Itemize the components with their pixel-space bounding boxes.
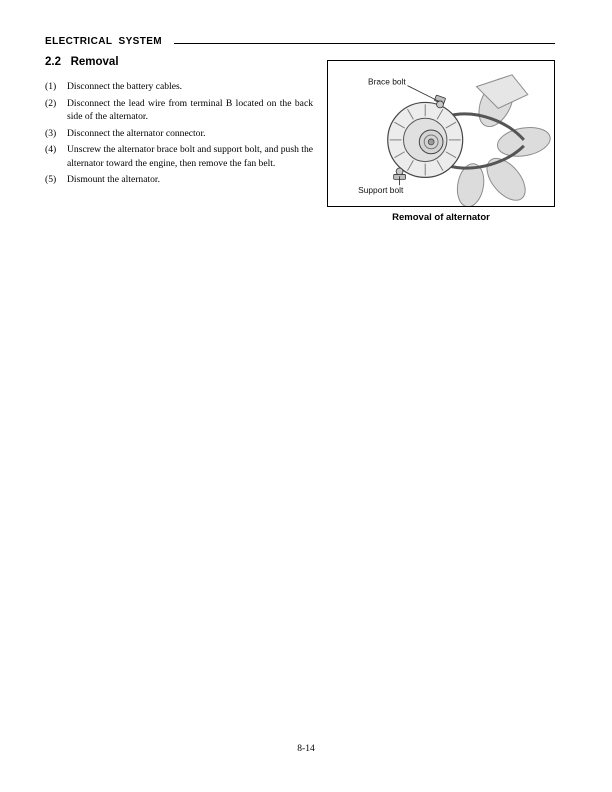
header-rule	[174, 43, 555, 44]
step-number: (1)	[45, 81, 57, 92]
list-item	[45, 143, 313, 169]
step-text: Unscrew the alternator brace bolt and support bolt, and push the alternator toward the engine, then remove the fan belt.	[67, 144, 313, 169]
page-header	[45, 36, 555, 47]
list-item	[45, 173, 313, 186]
list-item	[45, 80, 313, 93]
step-number: (4)	[45, 144, 57, 156]
step-number: (5)	[45, 174, 57, 186]
procedure-steps	[45, 80, 313, 190]
pulley-nut	[428, 139, 434, 145]
alternator-illustration	[328, 61, 554, 206]
step-text: Dismount the alternator.	[67, 174, 160, 186]
list-item	[45, 97, 313, 123]
step-text: Disconnect the battery cables.	[67, 81, 183, 92]
figure-alternator-removal	[327, 60, 555, 207]
header-title: ELECTRICAL SYSTEM	[45, 36, 163, 47]
leader-line-brace	[407, 86, 439, 102]
step-text: Disconnect the alternator connector.	[67, 127, 206, 139]
step-text: Disconnect the lead wire from terminal B located on the back side of the alternator.	[67, 97, 313, 122]
support-bolt-label: Support bolt	[358, 185, 404, 196]
section-title: 2.2 Removal	[45, 56, 119, 68]
step-number: (2)	[45, 97, 57, 109]
figure-caption: Removal of alternator	[392, 212, 490, 223]
list-item	[45, 127, 313, 140]
step-number: (3)	[45, 127, 57, 139]
brace-bolt-label: Brace bolt	[368, 76, 406, 87]
page-number: 8-14	[297, 744, 315, 754]
